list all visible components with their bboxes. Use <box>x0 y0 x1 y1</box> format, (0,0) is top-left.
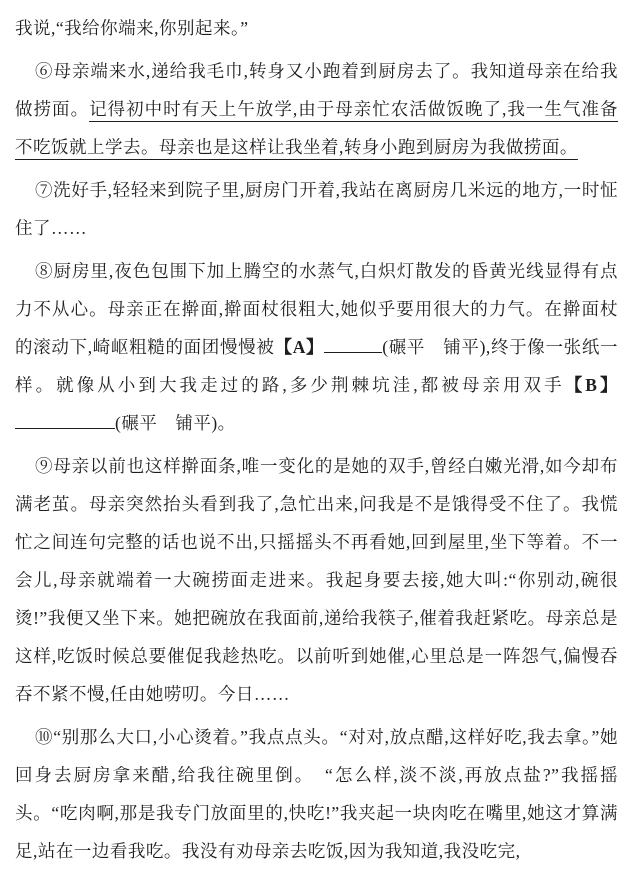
choice-marker-a: 【A】 <box>274 337 325 357</box>
text-segment: 我说,“我给你端来,你别起来。” <box>15 18 249 38</box>
passage <box>15 9 618 870</box>
text-segment: (碾平 铺平),终于像一张纸一样。就像从小到大我走过的路,多少荆棘坑洼,都被母亲用双手 <box>15 337 619 395</box>
text-segment: ⑨母亲以前也这样擀面条,唯一变化的是她的双手,曾经白嫩光滑,如今却布满老茧。母亲突然抬头看到我了,急忙出来,问我是不是饿得受不住了。我慌忙之间连句完整的话也说不出,只摇摇头不再看她,回到屋里,坐下等着。不一会儿,母亲就端着一大碗捞面走进来。我起身要去接,她大叫:“你别动,碗很烫!”我便又坐下来。她把碗放在我面前,递给我筷子,催着我赶紧吃。母亲总是这样,吃饭时候总要催促我趁热吃。以前听到她催,心里总是一阵怨气,偏慢吞吞不紧不慢,任由她唠叨。今日…… <box>15 456 618 704</box>
text-segment: ⑩“别那么大口,小心烫着。”我点点头。“对对,放点醋,这样好吃,我去拿。”她回身去厨房拿来醋,给我往碗里倒。 “怎么样,淡不淡,再放点盐?”我摇摇头。“吃肉啊,那是我专门放面里的,快吃!”我夹起一块肉吃在嘴里,她这才算满足,站在一边看我吃。我没有劝母亲去吃饭,因为我知道,我没吃完, <box>15 727 618 861</box>
text-segment: (碾平 铺平)。 <box>115 413 236 433</box>
fill-in-blank-b <box>15 413 115 429</box>
choice-marker-b: 【B】 <box>564 375 618 395</box>
text-segment: ⑧厨房里,夜色包围下加上腾空的水蒸气,白炽灯散发的昏黄光线显得有点力不从心。母亲正在擀面,擀面杖很粗大,她似乎要用很大的力气。在擀面杖的滚动下,崎岖粗糙的面团慢慢被 <box>15 261 618 357</box>
underlined-sentence: 记得初中时有天上午放学,由于母亲忙农活做饭晚了,我一生气准备不吃饭就上学去。母亲也是这样让我坐着,转身小跑到厨房为我做捞面。 <box>15 99 619 157</box>
paragraph <box>15 718 618 870</box>
paragraph <box>15 52 618 166</box>
paragraph <box>15 252 618 442</box>
text-segment: ⑥母亲端来水,递给我毛巾,转身又小跑着到厨房去了。我知道母亲在给我做捞面。 <box>15 61 618 119</box>
text-segment: ⑦洗好手,轻轻来到院子里,厨房门开着,我站在离厨房几米远的地方,一时怔住了…… <box>15 180 618 238</box>
paragraph <box>15 9 618 47</box>
fill-in-blank-a <box>324 337 382 353</box>
paragraph <box>15 171 618 247</box>
paragraph <box>15 447 618 713</box>
